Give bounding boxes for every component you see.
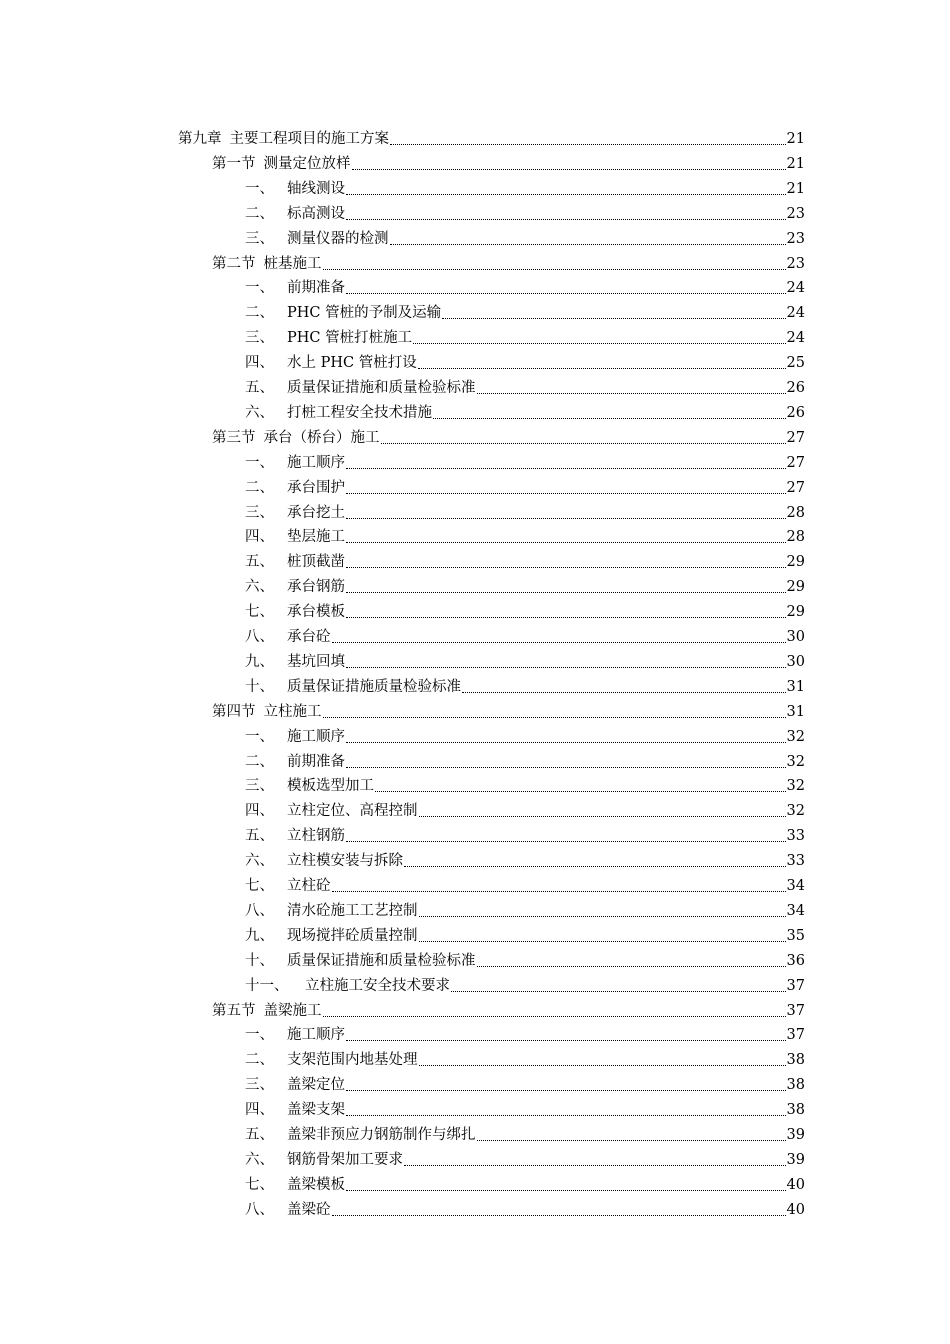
toc-entry-page-number: 32: [786, 803, 805, 820]
toc-entry-number: 五、: [245, 828, 274, 845]
toc-dot-leader: [477, 965, 786, 967]
toc-dot-leader: [346, 591, 786, 593]
toc-entry-title: 立柱施工安全技术要求: [305, 977, 450, 994]
toc-entry[interactable]: [245, 373, 805, 398]
toc-entry-title: PHC 管桩的予制及运输: [287, 305, 442, 322]
toc-entry-title: 轴线测设: [287, 180, 345, 197]
toc-entry-page-number: 32: [786, 753, 805, 770]
toc-entry-page-number: 30: [786, 653, 805, 670]
toc-entry[interactable]: [245, 1145, 805, 1170]
toc-entry-number: 二、: [245, 1052, 274, 1069]
toc-entry-title: PHC 管桩打桩施工: [287, 330, 413, 347]
toc-entry-title: 盖梁砼: [287, 1201, 331, 1218]
toc-entry-number: 五、: [245, 1127, 274, 1143]
toc-entry-title: 模板选型加工: [287, 778, 374, 795]
toc-entry[interactable]: [212, 249, 805, 274]
toc-entry-number: 二、: [245, 479, 274, 496]
toc-entry-title: 基坑回填: [287, 653, 345, 670]
toc-dot-leader: [332, 1214, 786, 1216]
toc-entry-page-number: 37: [786, 1027, 805, 1044]
toc-dot-leader: [346, 467, 786, 469]
toc-entry[interactable]: [245, 896, 805, 921]
toc-entry-page-number: 34: [786, 878, 805, 894]
toc-entry[interactable]: [212, 149, 805, 174]
toc-dot-leader: [419, 1064, 786, 1066]
toc-entry-title: 质量保证措施和质量检验标准: [287, 952, 476, 969]
toc-entry-title: 盖梁定位: [287, 1077, 345, 1094]
toc-entry-page-number: 37: [786, 977, 805, 994]
toc-entry[interactable]: [245, 971, 805, 996]
toc-entry[interactable]: [245, 498, 805, 523]
toc-dot-leader: [323, 1015, 786, 1017]
toc-entry-number: 六、: [245, 404, 274, 421]
toc-entry-title: 承台（桥台）施工: [263, 429, 380, 446]
toc-entry-page-number: 27: [786, 429, 805, 446]
toc-dot-leader: [346, 218, 786, 220]
toc-entry-title: 支架范围内地基处理: [287, 1052, 418, 1069]
toc-entry-page-number: 38: [786, 1052, 805, 1069]
toc-dot-leader: [346, 1039, 786, 1041]
toc-entry-number: 一、: [245, 1027, 274, 1044]
toc-entry-title: 桩顶截凿: [287, 554, 345, 571]
toc-entry-number: 九、: [245, 927, 274, 944]
toc-entry-page-number: 27: [786, 454, 805, 471]
toc-dot-leader: [477, 1139, 786, 1141]
toc-dot-leader: [404, 1164, 786, 1166]
toc-entry-title: 施工顺序: [287, 454, 345, 471]
toc-dot-leader: [346, 840, 786, 842]
toc-dot-leader: [442, 317, 785, 319]
toc-entry-page-number: 30: [786, 629, 805, 645]
toc-entry-title: 清水砼施工工艺控制: [287, 902, 418, 919]
toc-entry-title: 立柱施工: [263, 703, 322, 720]
toc-entry-number: 第四节: [212, 703, 256, 720]
toc-entry-title: 立柱定位、高程控制: [287, 803, 418, 820]
toc-entry-page-number: 40: [786, 1201, 805, 1218]
toc-entry-page-number: 23: [786, 255, 805, 272]
toc-dot-leader: [413, 342, 785, 344]
toc-entry-page-number: 21: [786, 180, 805, 197]
toc-entry-title: 前期准备: [287, 753, 345, 770]
toc-dot-leader: [433, 417, 786, 419]
toc-dot-leader: [451, 990, 786, 992]
toc-dot-leader: [346, 292, 786, 294]
toc-entry[interactable]: [245, 871, 805, 896]
toc-dot-leader: [390, 243, 786, 245]
toc-entry-title: 盖梁施工: [263, 1002, 322, 1019]
toc-entry-number: 八、: [245, 902, 274, 919]
toc-entry-number: 八、: [245, 1201, 274, 1218]
toc-entry[interactable]: [245, 1170, 805, 1195]
toc-dot-leader: [346, 541, 786, 543]
toc-dot-leader: [381, 442, 786, 444]
toc-entry-title: 标高测设: [287, 205, 345, 222]
toc-entry-title: 质量保证措施和质量检验标准: [287, 380, 476, 396]
toc-dot-leader: [332, 890, 786, 892]
toc-entry-number: 三、: [245, 778, 274, 795]
toc-entry-title: 施工顺序: [287, 728, 345, 745]
toc-dot-leader: [323, 716, 786, 718]
toc-entry-page-number: 25: [786, 355, 805, 372]
toc-entry-number: 六、: [245, 579, 274, 596]
toc-entry[interactable]: [245, 771, 805, 796]
toc-entry-title: 测量仪器的检测: [287, 230, 389, 247]
toc-entry-title: 承台钢筋: [287, 579, 345, 596]
toc-entry-title: 立柱模安装与拆除: [287, 853, 403, 870]
toc-entry-page-number: 32: [786, 778, 805, 795]
toc-entry-page-number: 24: [786, 305, 805, 322]
toc-entry-page-number: 24: [786, 280, 805, 297]
toc-entry[interactable]: [245, 1195, 805, 1220]
toc-entry[interactable]: [245, 597, 805, 622]
toc-entry-number: 三、: [245, 504, 274, 521]
toc-entry[interactable]: [245, 522, 805, 547]
toc-dot-leader: [346, 1114, 786, 1116]
toc-entry[interactable]: [245, 1070, 805, 1095]
toc-entry-page-number: 33: [786, 853, 805, 870]
toc-entry-page-number: 21: [786, 131, 805, 147]
toc-entry-number: 二、: [245, 753, 274, 770]
toc-dot-leader: [346, 741, 786, 743]
toc-entry-number: 六、: [245, 853, 274, 870]
toc-entry-page-number: 38: [786, 1077, 805, 1094]
toc-entry-number: 四、: [245, 1102, 274, 1119]
toc-entry-page-number: 34: [786, 902, 805, 919]
toc-entry-number: 四、: [245, 355, 274, 372]
toc-entry-page-number: 32: [786, 728, 805, 745]
toc-entry-number: 一、: [245, 454, 274, 471]
toc-entry[interactable]: [245, 572, 805, 597]
toc-entry-title: 盖梁非预应力钢筋制作与绑扎: [287, 1127, 476, 1143]
toc-entry-number: 五、: [245, 380, 274, 396]
toc-dot-leader: [332, 641, 786, 643]
toc-entry-page-number: 31: [786, 678, 805, 695]
toc-dot-leader: [346, 766, 786, 768]
toc-entry-title: 主要工程项目的施工方案: [229, 131, 389, 147]
toc-entry-page-number: 39: [786, 1151, 805, 1168]
toc-entry[interactable]: [245, 547, 805, 572]
toc-dot-leader: [346, 616, 786, 618]
toc-entry-title: 前期准备: [287, 280, 345, 297]
toc-entry-title: 水上 PHC 管桩打设: [287, 355, 417, 372]
toc-dot-leader: [346, 1089, 786, 1091]
toc-entry-title: 桩基施工: [263, 255, 322, 272]
toc-dot-leader: [346, 517, 786, 519]
toc-entry[interactable]: [245, 821, 805, 846]
toc-entry[interactable]: [245, 946, 805, 971]
toc-entry[interactable]: [245, 921, 805, 946]
toc-dot-leader: [375, 790, 786, 792]
toc-entry-title: 垫层施工: [287, 529, 345, 546]
toc-entry-page-number: 40: [786, 1176, 805, 1193]
toc-entry[interactable]: [245, 672, 805, 697]
toc-dot-leader: [352, 168, 786, 170]
toc-dot-leader: [418, 367, 786, 369]
toc-entry-title: 承台挖土: [287, 504, 345, 521]
toc-entry-title: 钢筋骨架加工要求: [287, 1151, 403, 1168]
toc-entry-page-number: 35: [786, 927, 805, 944]
toc-entry-title: 承台砼: [287, 629, 331, 645]
toc-entry-number: 四、: [245, 803, 274, 820]
toc-entry-title: 施工顺序: [287, 1027, 345, 1044]
toc-dot-leader: [419, 815, 786, 817]
toc-entry[interactable]: [245, 473, 805, 498]
toc-entry-title: 立柱砼: [287, 878, 331, 894]
toc-entry-number: 七、: [245, 604, 274, 621]
toc-dot-leader: [346, 193, 786, 195]
toc-entry-page-number: 26: [786, 380, 805, 396]
toc-entry-number: 一、: [245, 180, 274, 197]
toc-dot-leader: [462, 691, 786, 693]
toc-entry-number: 三、: [245, 330, 274, 347]
toc-entry[interactable]: [245, 448, 805, 473]
toc-entry-number: 二、: [245, 205, 274, 222]
toc-entry-page-number: 33: [786, 828, 805, 845]
toc-entry-page-number: 39: [786, 1127, 805, 1143]
toc-entry-number: 八、: [245, 629, 274, 645]
toc-dot-leader: [346, 492, 786, 494]
toc-dot-leader: [346, 566, 786, 568]
toc-entry[interactable]: [245, 323, 805, 348]
toc-entry-page-number: 28: [786, 529, 805, 546]
toc-entry-page-number: 21: [786, 155, 805, 172]
toc-entry-title: 打桩工程安全技术措施: [287, 404, 432, 421]
toc-entry-title: 立柱钢筋: [287, 828, 345, 845]
toc-dot-leader: [419, 915, 786, 917]
toc-entry-page-number: 24: [786, 330, 805, 347]
toc-dot-leader: [390, 143, 786, 145]
toc-entry[interactable]: [245, 224, 805, 249]
toc-entry-page-number: 29: [786, 554, 805, 571]
toc-entry-title: 承台围护: [287, 479, 345, 496]
toc-entry-page-number: 28: [786, 504, 805, 521]
toc-entry[interactable]: [178, 124, 805, 149]
toc-entry-number: 五、: [245, 554, 274, 571]
toc-entry-title: 承台模板: [287, 604, 345, 621]
toc-entry-number: 第九章: [178, 131, 222, 147]
toc-entry[interactable]: [245, 273, 805, 298]
toc-entry-page-number: 26: [786, 404, 805, 421]
toc-entry[interactable]: [245, 722, 805, 747]
toc-entry-number: 二、: [245, 305, 274, 322]
toc-entry-number: 第三节: [212, 429, 256, 446]
toc-entry-number: 十、: [245, 678, 274, 695]
toc-dot-leader: [477, 392, 786, 394]
toc-entry[interactable]: [245, 1045, 805, 1070]
toc-entry-title: 现场搅拌砼质量控制: [287, 927, 418, 944]
toc-entry[interactable]: [212, 996, 805, 1021]
toc-entry[interactable]: [245, 1120, 805, 1145]
toc-entry-number: 第二节: [212, 255, 256, 272]
toc-dot-leader: [419, 940, 786, 942]
toc-entry-page-number: 27: [786, 479, 805, 496]
toc-entry-page-number: 36: [786, 952, 805, 969]
toc-entry-page-number: 31: [786, 703, 805, 720]
toc-entry-number: 十、: [245, 952, 274, 969]
toc-entry-title: 测量定位放样: [263, 155, 351, 172]
toc-entry-page-number: 37: [786, 1002, 805, 1019]
toc-dot-leader: [346, 666, 786, 668]
toc-entry-page-number: 29: [786, 579, 805, 596]
toc-entry-number: 第一节: [212, 155, 256, 172]
toc-entry-number: 一、: [245, 728, 274, 745]
toc-entry-number: 一、: [245, 280, 274, 297]
toc-entry[interactable]: [245, 647, 805, 672]
toc-entry-number: 第五节: [212, 1002, 256, 1019]
toc-entry[interactable]: [245, 199, 805, 224]
toc-dot-leader: [346, 1189, 786, 1191]
toc-entry[interactable]: [245, 796, 805, 821]
toc-entry-page-number: 23: [786, 230, 805, 247]
toc-entry-number: 九、: [245, 653, 274, 670]
toc-entry[interactable]: [245, 1020, 805, 1045]
toc-entry-number: 六、: [245, 1151, 274, 1168]
toc-entry-number: 十一、: [245, 977, 289, 994]
toc-entry[interactable]: [245, 1095, 805, 1120]
toc-entry[interactable]: [245, 298, 805, 323]
toc-dot-leader: [404, 865, 786, 867]
toc-entry-number: 七、: [245, 1176, 274, 1193]
toc-entry[interactable]: [245, 174, 805, 199]
toc-entry[interactable]: [245, 747, 805, 772]
toc-entry-page-number: 23: [786, 205, 805, 222]
toc-entry-number: 三、: [245, 230, 274, 247]
toc-entry[interactable]: [245, 622, 805, 647]
toc-entry-title: 质量保证措施质量检验标准: [287, 678, 461, 695]
toc-entry-number: 三、: [245, 1077, 274, 1094]
toc-entry[interactable]: [245, 348, 805, 373]
toc-entry[interactable]: [245, 398, 805, 423]
toc-entry-number: 四、: [245, 529, 274, 546]
toc-entry-page-number: 38: [786, 1102, 805, 1119]
toc-entry-title: 盖梁模板: [287, 1176, 345, 1193]
toc-entry-title: 盖梁支架: [287, 1102, 345, 1119]
toc-entry-page-number: 29: [786, 604, 805, 621]
toc-entry[interactable]: [212, 697, 805, 722]
toc-dot-leader: [323, 268, 786, 270]
toc-entry[interactable]: [245, 846, 805, 871]
toc-entry[interactable]: [212, 423, 805, 448]
toc-entry-number: 七、: [245, 878, 274, 894]
